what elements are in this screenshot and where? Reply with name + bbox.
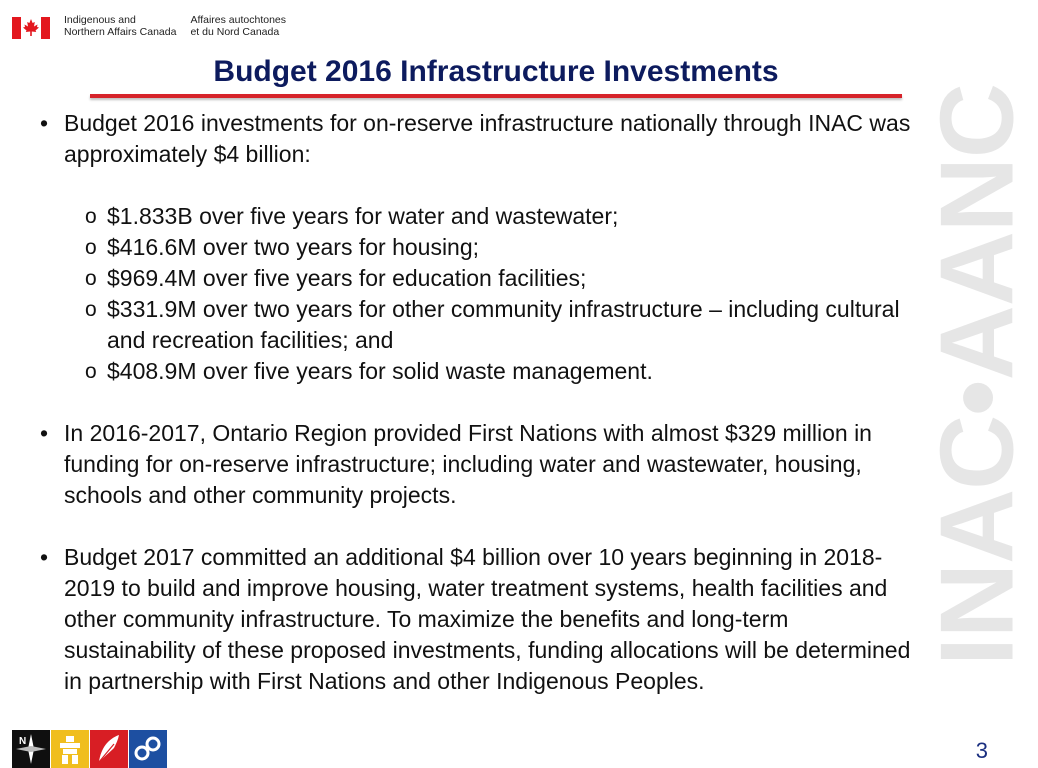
sub-bullet-text: $416.6M over two years for housing; — [107, 234, 480, 260]
bullet-item — [40, 418, 920, 511]
feather-icon — [90, 730, 128, 768]
watermark-text: INAC•AANC — [919, 83, 1036, 667]
bullet-item — [40, 542, 920, 697]
watermark-container — [919, 30, 1036, 720]
department-name-en: Indigenous and Northern Affairs Canada — [64, 14, 177, 38]
bullet-marker: • — [40, 544, 49, 570]
page-number: 3 — [975, 738, 988, 763]
sub-bullet-text: $331.9M over two years for other community infrastructure – including cultural and recreation facilities; and — [107, 296, 900, 353]
sub-bullet-marker: o — [85, 298, 97, 321]
sub-bullet-item — [85, 232, 920, 263]
sub-bullet-item — [85, 294, 920, 356]
sub-bullet-item — [85, 263, 920, 294]
canada-flag-icon — [12, 17, 50, 39]
bullet-text: Budget 2016 investments for on-reserve infrastructure nationally through INAC was approximately $4 billion: — [64, 110, 911, 167]
bullet-marker: • — [40, 110, 49, 136]
sub-bullet-text: $408.9M over five years for solid waste management. — [107, 358, 653, 384]
department-name-fr: Affaires autochtones et du Nord Canada — [190, 14, 287, 38]
bullet-text: In 2016-2017, Ontario Region provided First Nations with almost $329 million in funding for on-reserve infrastructure; including water and wastewater, housing, schools and other community projects. — [64, 420, 872, 508]
sub-bullet-item — [85, 356, 920, 387]
compass-north-icon — [12, 730, 50, 768]
inukshuk-icon — [51, 730, 89, 768]
title-underline — [90, 94, 902, 98]
slide-body — [40, 108, 920, 697]
bullet-item — [40, 108, 920, 170]
sub-bullet-item — [85, 201, 920, 232]
svg-text:N: N — [19, 736, 27, 747]
bullet-marker: • — [40, 420, 49, 446]
sub-bullet-text: $969.4M over five years for education facilities; — [107, 265, 587, 291]
sub-bullet-marker: o — [85, 267, 97, 290]
footer-icon-strip — [12, 730, 168, 768]
infinity-icon — [129, 730, 167, 768]
sub-bullet-marker: o — [85, 205, 97, 228]
sub-bullet-marker: o — [85, 236, 97, 259]
sub-bullet-text: $1.833B over five years for water and wastewater; — [107, 203, 619, 229]
sub-bullet-marker: o — [85, 360, 97, 383]
bullet-text: Budget 2017 committed an additional $4 billion over 10 years beginning in 2018-2019 to build and improve housing, water treatment systems, health facilities and other community infrastructure. To maximize the benefits and long-term sustainability of these proposed investments, funding allocations will be determined in partnership with First Nations and other Indigenous Peoples. — [64, 544, 911, 694]
slide-title: Budget 2016 Infrastructure Investments — [213, 55, 779, 88]
header — [12, 14, 286, 42]
